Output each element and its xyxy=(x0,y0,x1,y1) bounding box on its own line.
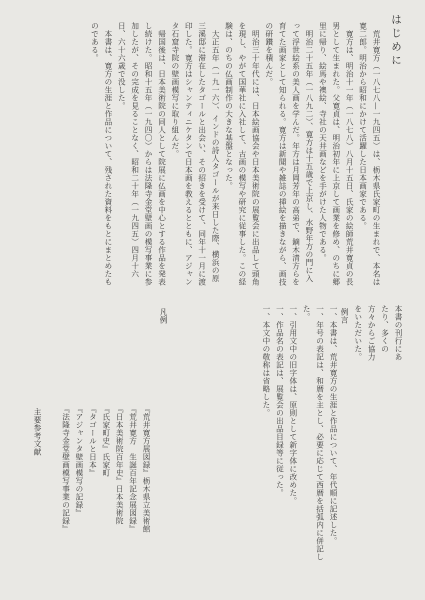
notes-b-text: 本書の刊行にあたり、多くの方々からご協力をいただいた。 xyxy=(353,305,403,361)
main-body-text: 荒井寛方（一八七八—一九四五）は、栃木県氏家町の生まれで、本名は寛二郎。明治から昭和にかけて活躍した日本画家である。 寛方は、明治十一年（一八七八）八月十五日、氏家の絵師荒井寛貞の長男として生まれた。父寛貞は、明治初年に上京して画業を修め、のちに郷里に帰り、絵馬や襖絵、寺社の天井画などを手がけた人物である。 明治二十五年（一八九二）、寛方は十五歳で上京し、水野年方の門に入って浮世絵系の美人画を学んだ。年方は月岡芳年の高弟で、鏑木清方らを育てた画家として知られる。寛方は新聞や雑誌の挿絵を描きながら、画技の研鑽を積んだ。 明治三十年代には、日本絵画協会や日本美術院の展覧会に出品して頭角を現し、やがて国華社に入社して、古画の模写や研究に従事した。この経験は、のちの仏画制作の大きな基盤となった。 大正五年（一九一六）、インドの詩人タゴールが来日した際、横浜の原三溪邸に滞在したタゴールと出会い、その招きを受けて、同年十一月に渡印した。寛方はシャンティニケタンで日本画を教えるとともに、アジャンタ石窟寺院の壁画模写に取り組んだ。 帰国後は、日本美術院の同人として院展に仏画を中心とする作品を発表し続けた。昭和十五年（一九四〇）からは法隆寺金堂壁画の模写事業に参加したが、その完成を見ることなく、昭和二十年（一九四五）四月十六日、六十六歳で没した。 本書は、寛方の生涯と作品について、残された資料をもとにまとめたものである。 xyxy=(90,22,381,286)
references-text: 『荒井寛方展図録』栃木県立美術館 『荒井寛方 生誕百年記念展図録』 『日本美術院百年史』日本美術院 『氏家町史』氏家町 『タゴールと日本』 『アジャンタ壁画模写の記録』 『法隆寺金堂壁画模写事業の記録』 xyxy=(61,405,151,533)
notes-b-title: 例言 xyxy=(340,308,349,324)
notes-a-text: 一、本書は、荒井寛方の生涯と作品について、年代順に記述した。 一、年号の表記は、和暦を主とし、必要に応じて西暦を括弧内に併記した。 一、引用文中の旧字体は、原則として新字体に改めた。 一、作品名の表記は、展覧会の出品目録等に従った。 一、本文中の敬称は省略した。 xyxy=(261,305,338,561)
page-heading: はじめに xyxy=(390,14,402,68)
references-title: 主要参考文献 xyxy=(33,408,42,456)
notes-a-title: 凡例 xyxy=(159,308,168,324)
